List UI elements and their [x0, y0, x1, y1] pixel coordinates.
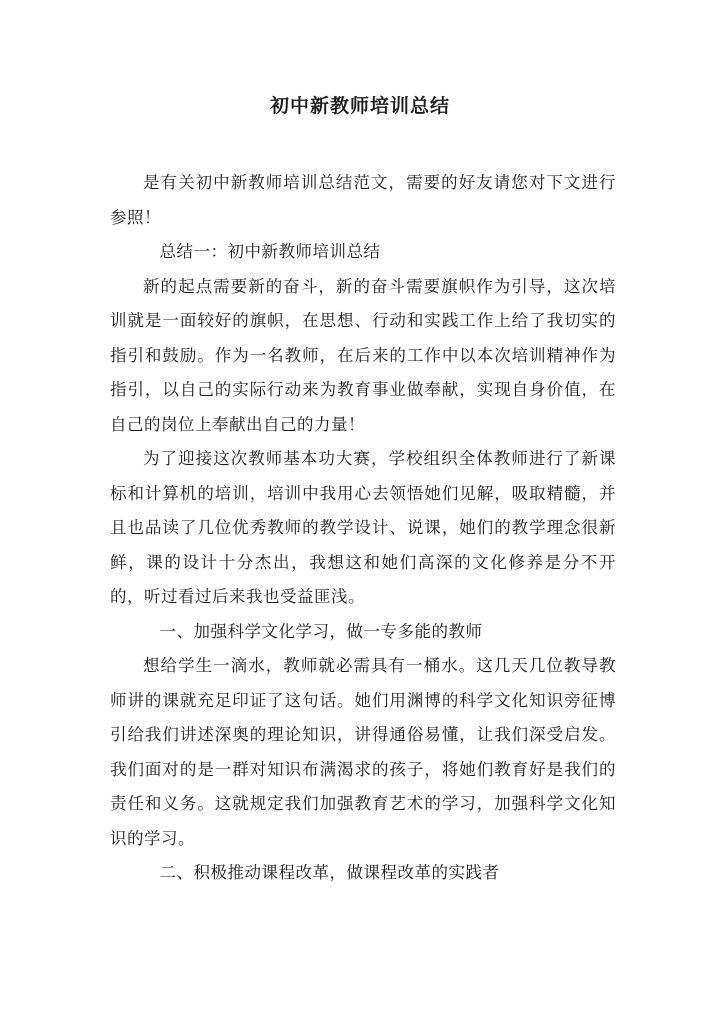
- section-title: 总结一：初中新教师培训总结: [159, 242, 381, 261]
- document-title: 初中新教师培训总结: [269, 95, 450, 117]
- intro-paragraph: 是有关初中新教师培训总结范文，需要的好友请您对下文进行参照！: [110, 173, 616, 227]
- subheading-2: 二、积极推动课程改革，做课程改革的实践者: [159, 863, 500, 882]
- document-body: [110, 166, 616, 891]
- body-paragraph-2: 为了迎接这次教师基本功大赛，学校组织全体教师进行了新课标和计算机的培训，培训中我用心去领悟她们见解，吸取精髓，并且也品读了几位优秀教师的教学设计、说课，她们的教学理念很新鲜，课的设计十分杰出，我想这和她们高深的文化修养是分不开的，听过看过后来我也受益匪浅。: [110, 449, 616, 606]
- body-paragraph-3: 想给学生一滴水，教师就必需具有一桶水。这几天几位教导教师讲的课就充足印证了这句话。她们用渊博的科学文化知识旁征博引给我们讲述深奥的理论知识，讲得通俗易懂，让我们深受启发。我们面对的是一群对知识布满渴求的孩子，将她们教育好是我们的责任和义务。这就规定我们加强教育艺术的学习，加强科学文化知识的学习。: [110, 656, 616, 848]
- body-paragraph-1: 新的起点需要新的奋斗，新的奋斗需要旗帜作为引导，这次培训就是一面较好的旗帜，在思想、行动和实践工作上给了我切实的指引和鼓励。作为一名教师，在后来的工作中以本次培训精神作为指引，以自己的实际行动来为教育事业做奉献，实现自身价值，在自己的岗位上奉献出自己的力量！: [110, 276, 616, 434]
- subheading-1: 一、加强科学文化学习，做一专多能的教师: [159, 621, 483, 641]
